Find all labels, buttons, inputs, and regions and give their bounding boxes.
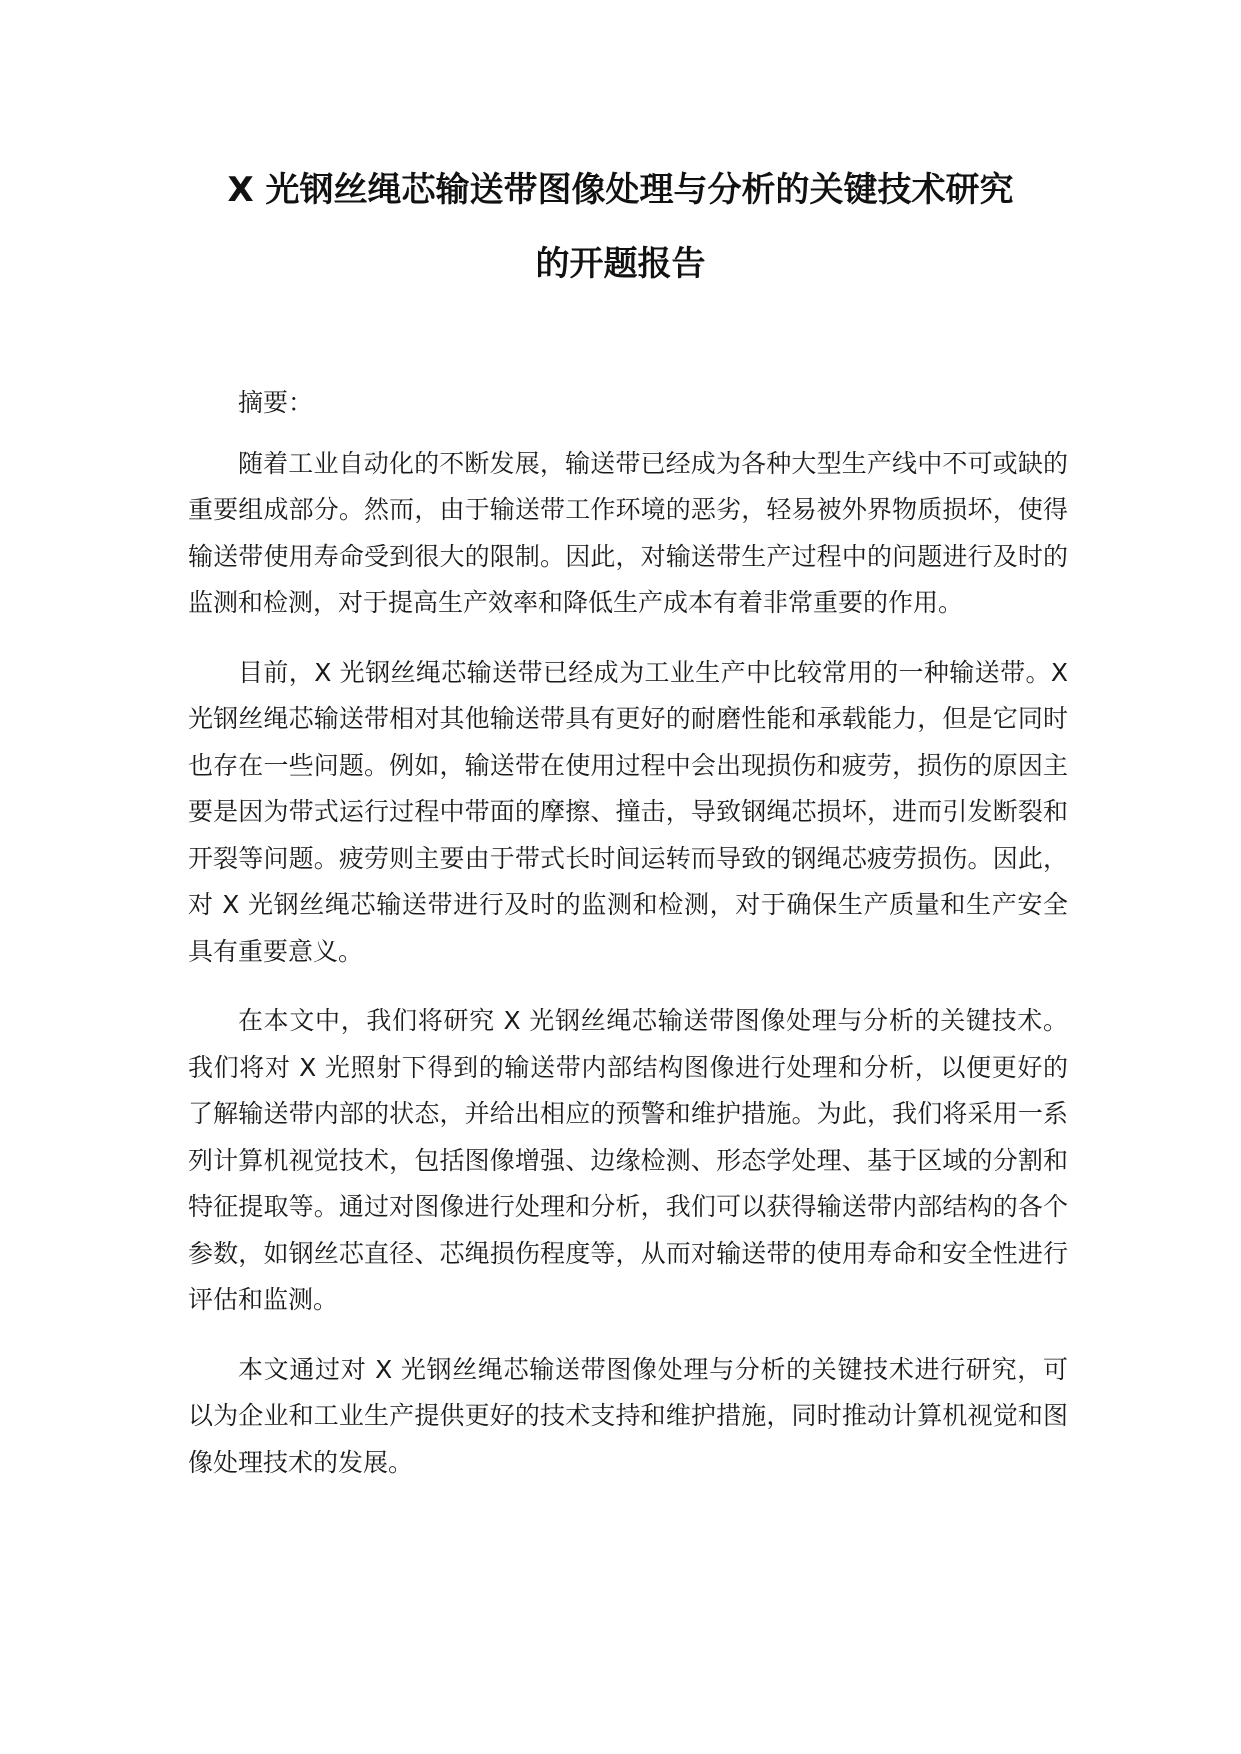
- paragraph-4: 本文通过对 X 光钢丝绳芯输送带图像处理与分析的关键技术进行研究，可以为企业和工业生产提供更好的技术支持和维护措施，同时推动计算机视觉和图像处理技术的发展。: [188, 1354, 1068, 1477]
- abstract-label: 摘要：: [238, 388, 314, 417]
- document-body: [188, 380, 1068, 1486]
- paragraph-1: 随着工业自动化的不断发展，输送带已经成为各种大型生产线中不可或缺的重要组成部分。然而，由于输送带工作环境的恶劣，轻易被外界物质损坏，使得输送带使用寿命受到很大的限制。因此，对输送带生产过程中的问题进行及时的监测和检测，对于提高生产效率和降低生产成本有着非常重要的作用。: [188, 448, 1068, 617]
- document-title: [150, 170, 1091, 284]
- paragraph-3: 在本文中，我们将研究 X 光钢丝绳芯输送带图像处理与分析的关键技术。我们将对 X 光照射下得到的输送带内部结构图像进行处理和分析，以便更好的了解输送带内部的状态，并给出相应的预警和维护措施。为此，我们将采用一系列计算机视觉技术，包括图像增强、边缘检测、形态学处理、基于区域的分割和特征提取等。通过对图像进行处理和分析，我们可以获得输送带内部结构的各个参数，如钢丝芯直径、芯绳损伤程度等，从而对输送带的使用寿命和安全性进行评估和监测。: [188, 1006, 1068, 1314]
- title-line-2: 的开题报告: [535, 244, 706, 284]
- title-line-1: X 光钢丝绳芯输送带图像处理与分析的关键技术研究: [227, 170, 1014, 210]
- paragraph-2: 目前，X 光钢丝绳芯输送带已经成为工业生产中比较常用的一种输送带。X 光钢丝绳芯输送带相对其他输送带具有更好的耐磨性能和承载能力，但是它同时也存在一些问题。例如，输送带在使用过程中会出现损伤和疲劳，损伤的原因主要是因为带式运行过程中带面的摩擦、撞击，导致钢绳芯损坏，进而引发断裂和开裂等问题。疲劳则主要由于带式长时间运转而导致的钢绳芯疲劳损伤。因此，对 X 光钢丝绳芯输送带进行及时的监测和检测，对于确保生产质量和生产安全具有重要意义。: [188, 657, 1068, 966]
